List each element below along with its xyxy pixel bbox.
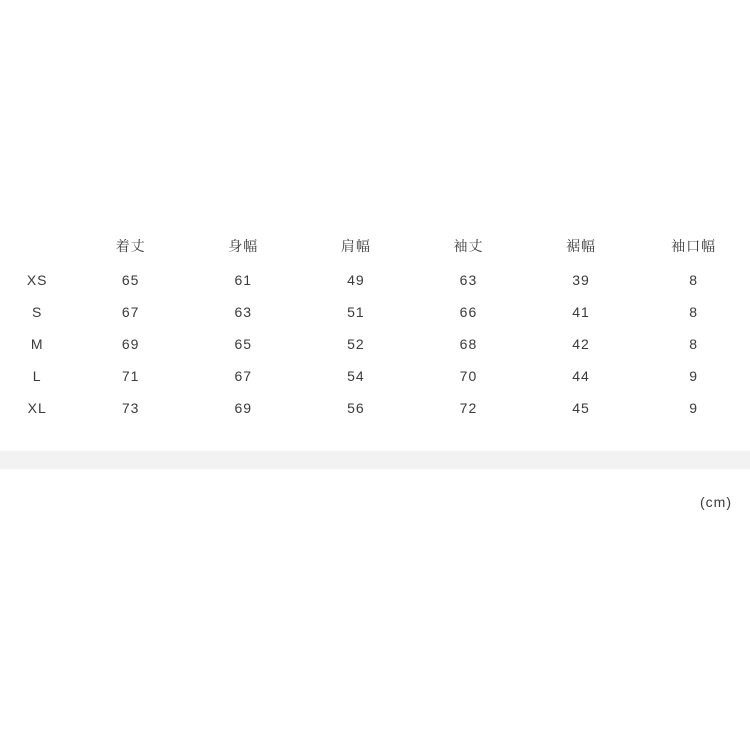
cell-value: 44 bbox=[572, 368, 590, 384]
table-row bbox=[0, 264, 750, 296]
cell-value: 41 bbox=[572, 304, 590, 320]
cell-value: 8 bbox=[689, 304, 699, 320]
column-header-cuff-width: 袖口幅 bbox=[671, 238, 717, 254]
cell-value: 9 bbox=[689, 400, 699, 416]
section-divider bbox=[0, 451, 750, 469]
cell-value: 61 bbox=[234, 272, 253, 288]
row-header-size: L bbox=[32, 368, 42, 384]
row-header-size: XS bbox=[26, 272, 48, 288]
table-corner-cell bbox=[0, 228, 74, 264]
cell-value: 63 bbox=[459, 272, 478, 288]
column-header-chest-width: 身幅 bbox=[228, 238, 259, 254]
cell-value: 73 bbox=[121, 400, 140, 416]
cell-value: 49 bbox=[347, 272, 365, 288]
cell-value: 67 bbox=[234, 368, 253, 384]
cell-value: 72 bbox=[459, 400, 478, 416]
table-row bbox=[0, 328, 750, 360]
cell-value: 8 bbox=[689, 336, 699, 352]
cell-value: 52 bbox=[347, 336, 365, 352]
row-header-size: M bbox=[30, 336, 44, 352]
cell-value: 66 bbox=[459, 304, 478, 320]
cell-value: 68 bbox=[459, 336, 478, 352]
table-row bbox=[0, 360, 750, 392]
cell-value: 42 bbox=[572, 336, 590, 352]
cell-value: 39 bbox=[572, 272, 590, 288]
cell-value: 65 bbox=[121, 272, 140, 288]
cell-value: 8 bbox=[689, 272, 699, 288]
cell-value: 69 bbox=[234, 400, 253, 416]
row-header-size: XL bbox=[27, 400, 47, 416]
column-header-hem-width: 裾幅 bbox=[566, 238, 597, 254]
table-row bbox=[0, 296, 750, 328]
table-header bbox=[0, 228, 750, 264]
unit-label: (cm) bbox=[700, 494, 732, 510]
size-chart-table bbox=[0, 228, 750, 424]
column-header-body-length: 着丈 bbox=[115, 238, 146, 254]
top-blank-area bbox=[0, 0, 750, 210]
cell-value: 63 bbox=[234, 304, 253, 320]
cell-value: 54 bbox=[347, 368, 365, 384]
table-header-row bbox=[0, 228, 750, 264]
column-header-shoulder-width: 肩幅 bbox=[340, 238, 371, 254]
row-header-size: S bbox=[32, 304, 43, 320]
cell-value: 67 bbox=[121, 304, 140, 320]
cell-value: 56 bbox=[347, 400, 365, 416]
cell-value: 9 bbox=[689, 368, 699, 384]
cell-value: 51 bbox=[347, 304, 365, 320]
column-header-sleeve-length: 袖丈 bbox=[453, 238, 484, 254]
cell-value: 70 bbox=[459, 368, 478, 384]
cell-value: 45 bbox=[572, 400, 590, 416]
cell-value: 71 bbox=[121, 368, 140, 384]
cell-value: 65 bbox=[234, 336, 253, 352]
cell-value: 69 bbox=[121, 336, 140, 352]
table-body bbox=[0, 264, 750, 424]
table-row bbox=[0, 392, 750, 424]
